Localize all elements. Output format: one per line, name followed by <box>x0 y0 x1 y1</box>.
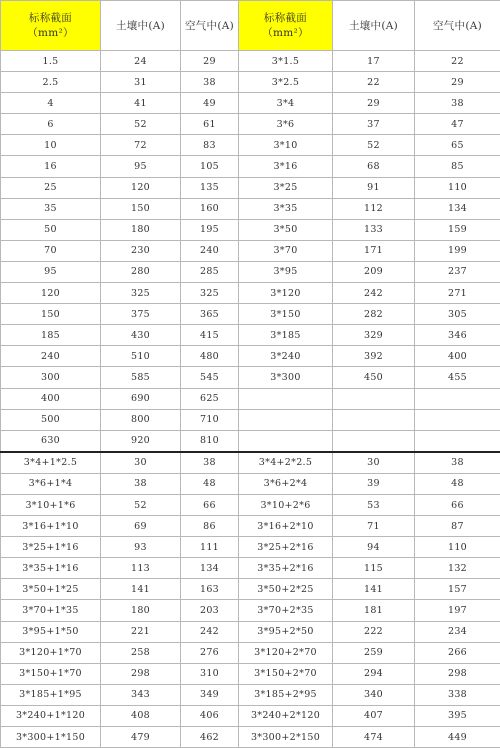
cell-air-3core: 338 <box>415 684 500 705</box>
cell-air-3core: 346 <box>415 325 500 346</box>
cell-air-3core: 110 <box>415 537 500 558</box>
table-row <box>1 261 500 282</box>
cell-section-3core: 3*240 <box>239 346 333 367</box>
cell-air: 163 <box>181 579 239 600</box>
table-row <box>1 388 500 409</box>
cell-soil: 180 <box>101 219 181 240</box>
cell-section-3core: 3*70 <box>239 240 333 261</box>
cell-air: 276 <box>181 642 239 663</box>
cell-section-3core: 3*300+2*150 <box>239 727 333 748</box>
cell-soil-3core: 329 <box>333 325 415 346</box>
cell-soil-3core <box>333 430 415 452</box>
table-row <box>1 494 500 515</box>
table-row <box>1 705 500 726</box>
cell-section-3core: 3*300 <box>239 367 333 388</box>
cell-air-3core: 132 <box>415 558 500 579</box>
cell-air-3core: 38 <box>415 452 500 474</box>
cell-soil: 375 <box>101 304 181 325</box>
table-row <box>1 177 500 198</box>
cell-section-3core <box>239 409 333 430</box>
cell-air-3core: 271 <box>415 283 500 304</box>
cell-air: 195 <box>181 219 239 240</box>
table-row <box>1 72 500 93</box>
cell-section: 120 <box>1 283 101 304</box>
cell-air: 625 <box>181 388 239 409</box>
cell-soil-3core: 209 <box>333 261 415 282</box>
cell-soil: 690 <box>101 388 181 409</box>
cell-section-3core: 3*25+2*16 <box>239 537 333 558</box>
table-row <box>1 621 500 642</box>
cell-soil: 479 <box>101 727 181 748</box>
cell-soil: 325 <box>101 283 181 304</box>
cell-soil: 920 <box>101 430 181 452</box>
cell-section: 3*95+1*50 <box>1 621 101 642</box>
cell-air-3core: 199 <box>415 240 500 261</box>
cell-air: 710 <box>181 409 239 430</box>
cell-air-3core: 449 <box>415 727 500 748</box>
cell-section: 630 <box>1 430 101 452</box>
cell-air: 365 <box>181 304 239 325</box>
cell-air-3core <box>415 388 500 409</box>
table-row <box>1 135 500 156</box>
cell-section: 3*4+1*2.5 <box>1 452 101 474</box>
table-row <box>1 51 500 72</box>
cell-air: 135 <box>181 177 239 198</box>
cell-air-3core: 110 <box>415 177 500 198</box>
cell-air-3core: 395 <box>415 705 500 726</box>
cell-air-3core: 234 <box>415 621 500 642</box>
cell-air-3core: 237 <box>415 261 500 282</box>
table-row <box>1 579 500 600</box>
cell-air: 240 <box>181 240 239 261</box>
cell-soil-3core: 222 <box>333 621 415 642</box>
cell-soil-3core: 171 <box>333 240 415 261</box>
cell-soil: 24 <box>101 51 181 72</box>
cell-section: 4 <box>1 93 101 114</box>
cell-section: 10 <box>1 135 101 156</box>
table-row <box>1 198 500 219</box>
cell-section-3core: 3*95+2*50 <box>239 621 333 642</box>
table-row <box>1 219 500 240</box>
cell-section-3core: 3*16+2*10 <box>239 516 333 537</box>
cell-air-3core: 47 <box>415 114 500 135</box>
cell-air-3core: 38 <box>415 93 500 114</box>
cell-section: 25 <box>1 177 101 198</box>
cell-air: 86 <box>181 516 239 537</box>
cell-section-3core: 3*50+2*25 <box>239 579 333 600</box>
table-row <box>1 663 500 684</box>
cell-air: 285 <box>181 261 239 282</box>
cell-section: 3*25+1*16 <box>1 537 101 558</box>
table-row <box>1 558 500 579</box>
cell-section: 3*185+1*95 <box>1 684 101 705</box>
cell-section-3core: 3*6 <box>239 114 333 135</box>
cell-soil-3core: 112 <box>333 198 415 219</box>
cell-air: 545 <box>181 367 239 388</box>
cell-soil-3core: 94 <box>333 537 415 558</box>
cell-air: 105 <box>181 156 239 177</box>
cell-section: 500 <box>1 409 101 430</box>
cell-soil-3core <box>333 388 415 409</box>
cell-section: 35 <box>1 198 101 219</box>
header-right-air: 空气中(A) <box>415 1 500 51</box>
cell-soil: 280 <box>101 261 181 282</box>
table-row <box>1 516 500 537</box>
table-row <box>1 452 500 474</box>
header-right-section <box>239 1 333 51</box>
cell-air-3core: 65 <box>415 135 500 156</box>
cell-soil-3core: 37 <box>333 114 415 135</box>
cell-section-3core: 3*70+2*35 <box>239 600 333 621</box>
cell-air: 415 <box>181 325 239 346</box>
cell-soil: 69 <box>101 516 181 537</box>
table-row <box>1 367 500 388</box>
cell-soil-3core: 71 <box>333 516 415 537</box>
cell-air-3core: 134 <box>415 198 500 219</box>
cell-air: 310 <box>181 663 239 684</box>
table-row <box>1 684 500 705</box>
cell-air-3core: 66 <box>415 494 500 515</box>
table-row <box>1 430 500 452</box>
cell-air: 49 <box>181 93 239 114</box>
cell-section: 2.5 <box>1 72 101 93</box>
cell-soil: 38 <box>101 473 181 494</box>
cell-soil: 510 <box>101 346 181 367</box>
cell-section: 3*50+1*25 <box>1 579 101 600</box>
cell-soil-3core: 29 <box>333 93 415 114</box>
cell-soil: 72 <box>101 135 181 156</box>
cell-soil-3core: 141 <box>333 579 415 600</box>
cell-section: 3*6+1*4 <box>1 473 101 494</box>
cell-soil-3core: 39 <box>333 473 415 494</box>
cell-soil: 430 <box>101 325 181 346</box>
cell-section-3core: 3*4 <box>239 93 333 114</box>
cell-section-3core: 3*16 <box>239 156 333 177</box>
cell-soil: 221 <box>101 621 181 642</box>
cell-soil-3core: 407 <box>333 705 415 726</box>
cell-section: 3*120+1*70 <box>1 642 101 663</box>
cell-air: 242 <box>181 621 239 642</box>
cell-soil-3core: 17 <box>333 51 415 72</box>
cell-section-3core: 3*240+2*120 <box>239 705 333 726</box>
cell-section: 70 <box>1 240 101 261</box>
cell-air-3core: 197 <box>415 600 500 621</box>
cell-air: 29 <box>181 51 239 72</box>
cell-soil: 141 <box>101 579 181 600</box>
cell-air-3core: 87 <box>415 516 500 537</box>
header-left-section-title: 标称截面 <box>1 11 100 26</box>
cell-section-3core: 3*185+2*95 <box>239 684 333 705</box>
cell-section: 6 <box>1 114 101 135</box>
cell-soil: 408 <box>101 705 181 726</box>
cell-soil: 180 <box>101 600 181 621</box>
cell-soil-3core: 115 <box>333 558 415 579</box>
cell-section-3core: 3*35 <box>239 198 333 219</box>
header-left-section <box>1 1 101 51</box>
cell-section: 3*240+1*120 <box>1 705 101 726</box>
cell-soil: 120 <box>101 177 181 198</box>
cell-soil: 298 <box>101 663 181 684</box>
cell-soil-3core <box>333 409 415 430</box>
cell-air: 406 <box>181 705 239 726</box>
table-row <box>1 93 500 114</box>
cell-section-3core: 3*2.5 <box>239 72 333 93</box>
cell-soil-3core: 340 <box>333 684 415 705</box>
cell-air: 38 <box>181 452 239 474</box>
cell-air-3core <box>415 430 500 452</box>
cell-section: 400 <box>1 388 101 409</box>
cell-air: 462 <box>181 727 239 748</box>
cell-section-3core: 3*50 <box>239 219 333 240</box>
cell-soil-3core: 91 <box>333 177 415 198</box>
cell-air: 325 <box>181 283 239 304</box>
cell-air: 61 <box>181 114 239 135</box>
cell-air: 160 <box>181 198 239 219</box>
cell-soil: 150 <box>101 198 181 219</box>
cell-air: 83 <box>181 135 239 156</box>
cell-air-3core: 48 <box>415 473 500 494</box>
cell-soil: 93 <box>101 537 181 558</box>
cell-air-3core: 305 <box>415 304 500 325</box>
cell-section-3core: 3*120 <box>239 283 333 304</box>
header-row <box>1 1 500 51</box>
cell-air-3core: 157 <box>415 579 500 600</box>
cell-soil-3core: 259 <box>333 642 415 663</box>
cell-section-3core: 3*1.5 <box>239 51 333 72</box>
table-row <box>1 727 500 748</box>
header-left-air: 空气中(A) <box>181 1 239 51</box>
cell-air-3core: 159 <box>415 219 500 240</box>
table-row <box>1 240 500 261</box>
cell-soil-3core: 68 <box>333 156 415 177</box>
cell-air-3core: 22 <box>415 51 500 72</box>
cell-air-3core: 400 <box>415 346 500 367</box>
cell-soil: 800 <box>101 409 181 430</box>
table-row <box>1 409 500 430</box>
cell-section: 50 <box>1 219 101 240</box>
cell-soil: 31 <box>101 72 181 93</box>
cell-air-3core: 455 <box>415 367 500 388</box>
cell-air-3core: 29 <box>415 72 500 93</box>
cell-soil-3core: 30 <box>333 452 415 474</box>
table-row <box>1 156 500 177</box>
cell-air-3core: 298 <box>415 663 500 684</box>
cell-air: 134 <box>181 558 239 579</box>
cell-soil: 343 <box>101 684 181 705</box>
table-row <box>1 304 500 325</box>
cell-soil: 230 <box>101 240 181 261</box>
cell-section-3core: 3*120+2*70 <box>239 642 333 663</box>
cell-soil-3core: 450 <box>333 367 415 388</box>
cell-section: 240 <box>1 346 101 367</box>
header-right-section-unit: （mm²） <box>239 26 332 41</box>
cell-section-3core: 3*4+2*2.5 <box>239 452 333 474</box>
cell-section: 3*10+1*6 <box>1 494 101 515</box>
table-row <box>1 283 500 304</box>
table-row <box>1 325 500 346</box>
cell-air: 480 <box>181 346 239 367</box>
cell-soil: 95 <box>101 156 181 177</box>
table-body <box>1 1 500 748</box>
cell-soil-3core: 52 <box>333 135 415 156</box>
header-right-soil: 土壤中(A) <box>333 1 415 51</box>
table-row <box>1 642 500 663</box>
cell-air: 111 <box>181 537 239 558</box>
cell-section: 3*150+1*70 <box>1 663 101 684</box>
cell-air: 349 <box>181 684 239 705</box>
cell-section: 1.5 <box>1 51 101 72</box>
header-left-soil: 土壤中(A) <box>101 1 181 51</box>
cell-soil-3core: 392 <box>333 346 415 367</box>
cell-section-3core: 3*150 <box>239 304 333 325</box>
cell-soil-3core: 474 <box>333 727 415 748</box>
cell-soil: 52 <box>101 114 181 135</box>
cell-soil-3core: 22 <box>333 72 415 93</box>
cell-air-3core <box>415 409 500 430</box>
cell-section: 150 <box>1 304 101 325</box>
cell-section-3core: 3*6+2*4 <box>239 473 333 494</box>
cell-soil-3core: 133 <box>333 219 415 240</box>
cell-air-3core: 266 <box>415 642 500 663</box>
cell-section: 185 <box>1 325 101 346</box>
cell-section-3core: 3*95 <box>239 261 333 282</box>
cell-section: 300 <box>1 367 101 388</box>
cell-section: 16 <box>1 156 101 177</box>
table-row <box>1 473 500 494</box>
cell-section: 3*300+1*150 <box>1 727 101 748</box>
cell-section-3core: 3*25 <box>239 177 333 198</box>
cell-soil: 52 <box>101 494 181 515</box>
cell-soil: 258 <box>101 642 181 663</box>
cell-section-3core: 3*10 <box>239 135 333 156</box>
table-row <box>1 537 500 558</box>
cell-air: 203 <box>181 600 239 621</box>
cell-soil-3core: 242 <box>333 283 415 304</box>
cell-section-3core <box>239 388 333 409</box>
cell-soil: 30 <box>101 452 181 474</box>
header-left-section-unit: （mm²） <box>1 26 100 41</box>
cell-soil: 585 <box>101 367 181 388</box>
cell-soil: 113 <box>101 558 181 579</box>
cell-section-3core: 3*185 <box>239 325 333 346</box>
cell-section: 95 <box>1 261 101 282</box>
cell-air: 48 <box>181 473 239 494</box>
cell-air: 66 <box>181 494 239 515</box>
cell-soil-3core: 282 <box>333 304 415 325</box>
cell-soil: 41 <box>101 93 181 114</box>
header-right-section-title: 标称截面 <box>239 11 332 26</box>
cell-section: 3*35+1*16 <box>1 558 101 579</box>
cell-section: 3*16+1*10 <box>1 516 101 537</box>
cell-air: 810 <box>181 430 239 452</box>
cell-section-3core: 3*10+2*6 <box>239 494 333 515</box>
cell-soil-3core: 53 <box>333 494 415 515</box>
table-row <box>1 346 500 367</box>
cell-section-3core: 3*35+2*16 <box>239 558 333 579</box>
cell-section-3core <box>239 430 333 452</box>
cell-soil-3core: 294 <box>333 663 415 684</box>
table-row <box>1 114 500 135</box>
cell-air: 38 <box>181 72 239 93</box>
table-row <box>1 600 500 621</box>
cell-air-3core: 85 <box>415 156 500 177</box>
cell-soil-3core: 181 <box>333 600 415 621</box>
cell-section: 3*70+1*35 <box>1 600 101 621</box>
cell-section-3core: 3*150+2*70 <box>239 663 333 684</box>
